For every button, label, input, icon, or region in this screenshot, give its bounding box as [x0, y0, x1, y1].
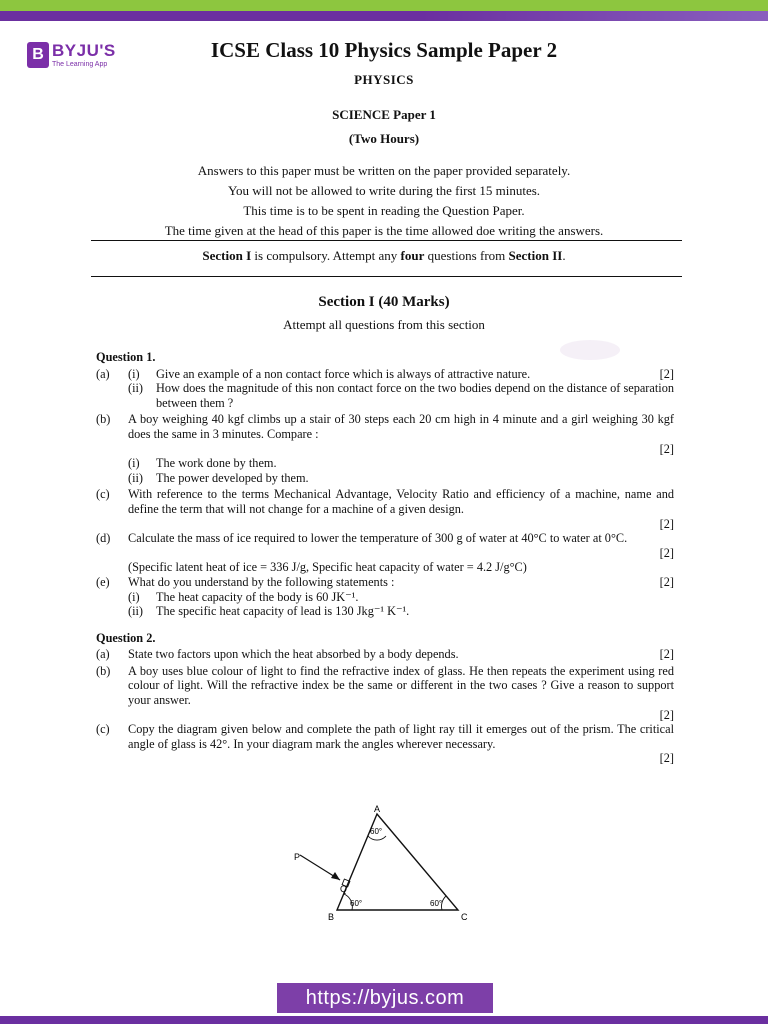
q1d-note: (Specific latent heat of ice = 336 J/g, Specific heat capacity of water = 4.2 J/g°C): [128, 560, 527, 575]
marks: [2]: [659, 647, 674, 662]
instruction-line: Answers to this paper must be written on the paper provided separately.: [197, 163, 571, 178]
q1b-i: (i) The work done by them.: [128, 456, 277, 471]
marks: [2]: [659, 545, 674, 560]
page-title: ICSE Class 10 Physics Sample Paper 2: [210, 38, 558, 62]
divider-bottom: [91, 276, 682, 277]
marks: [2]: [659, 574, 674, 589]
q1c: (c) With reference to the terms Mechanical Advantage, Velocity Ratio and efficiency of a machine, name and define the term that will not change for a machine of a given design.: [96, 487, 674, 516]
ray-arrowhead: [331, 872, 340, 880]
section-note: Section I is compulsory. Attempt any four questions from Section II.: [202, 248, 566, 263]
question-2-heading: Question 2.: [96, 630, 156, 645]
instruction-line: The time given at the head of this paper is the time allowed doe writing the answers.: [164, 223, 604, 238]
angle-a-label: 60°: [370, 827, 383, 836]
marks: [2]: [659, 366, 674, 381]
q1a-i: (a) (i) Give an example of a non contact force which is always of attractive nature. [2]: [96, 366, 674, 381]
point-q-label: Q: [340, 884, 348, 894]
questions: [96, 350, 674, 766]
instruction-line: This time is to be spent in reading the Question Paper.: [243, 203, 525, 218]
footer-url-link[interactable]: https://byjus.com: [277, 983, 493, 1013]
logo-tagline: The Learning App: [52, 61, 108, 68]
angle-b-label: 60°: [350, 899, 363, 908]
bottom-color-bar: [0, 1016, 768, 1024]
question-1-heading: Question 1.: [96, 350, 156, 364]
vertex-b-label: B: [328, 912, 335, 922]
logo-name: BYJU'S: [52, 41, 116, 60]
q2a: (a) State two factors upon which the heat absorbed by a body depends. [2]: [96, 647, 674, 662]
angle-arc-a: [368, 836, 386, 840]
paper-heading: SCIENCE Paper 1: [332, 107, 436, 122]
marks: [2]: [659, 751, 674, 766]
q1e-i: (i) The heat capacity of the body is 60 JK⁻¹.: [128, 589, 359, 604]
q1e: (e) What do you understand by the following statements : [2]: [96, 574, 674, 589]
q2b: (b) A boy uses blue colour of light to find the refractive index of glass. He then repeats the experiment using red colour of light. Will the refractive index be the same or different in the two cases ? Give a reason to support your answer.: [96, 663, 674, 708]
marks: [2]: [659, 707, 674, 722]
duration-heading: (Two Hours): [348, 131, 420, 146]
top-purple-stripe: [0, 11, 768, 21]
q1a-ii: (ii) How does the magnitude of this non contact force on the two bodies depend on the distance of separation between them ?: [128, 381, 674, 410]
divider-top: [91, 240, 682, 241]
vertex-c-label: C: [461, 912, 468, 922]
angle-c-label: 60°: [430, 899, 443, 908]
section-title: Section I (40 Marks): [318, 294, 450, 310]
marks: [2]: [659, 516, 674, 531]
byjus-logo-icon: B: [27, 42, 49, 68]
prism-triangle: [337, 814, 458, 910]
subject-heading: PHYSICS: [354, 72, 414, 87]
q2c: (c) Copy the diagram given below and complete the path of light ray till it emerges out of the prism. The critical angle of glass is 42°. In your diagram mark the angles wherever necessary.: [96, 722, 674, 751]
top-color-bar: [0, 0, 768, 22]
angle-arc-c: [441, 896, 446, 910]
top-green-stripe: [0, 0, 768, 11]
point-p-label: P: [294, 852, 301, 862]
section-subtitle: Attempt all questions from this section: [283, 317, 485, 332]
q1e-ii: (ii) The specific heat capacity of lead is 130 Jkg⁻¹ K⁻¹.: [128, 604, 410, 619]
q1b: (b) A boy weighing 40 kgf climbs up a stair of 30 steps each 20 cm high in 4 minute and a girl weighing 30 kgf does the same in 3 minutes. Compare :: [96, 412, 674, 441]
q1d: (d) Calculate the mass of ice required to lower the temperature of 300 g of water at 40°C to water at 0°C.: [96, 531, 628, 546]
instruction-line: You will not be allowed to write during the first 15 minutes.: [227, 183, 541, 198]
vertex-a-label: A: [374, 804, 381, 814]
instructions-block: [0, 161, 768, 241]
q1b-ii: (ii) The power developed by them.: [128, 470, 309, 485]
prism-diagram: [280, 800, 480, 930]
marks: [2]: [659, 441, 674, 456]
